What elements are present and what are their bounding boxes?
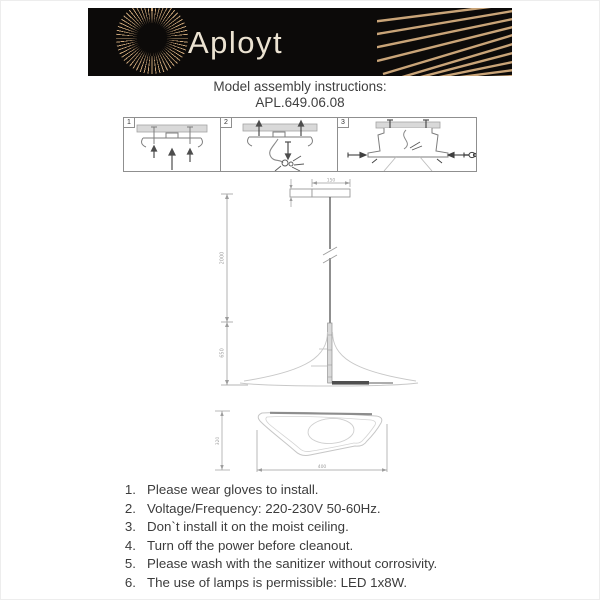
- assembly-step-1: [123, 117, 221, 172]
- lamp-top-view: [258, 412, 382, 455]
- topview-width-label: 400: [317, 465, 327, 470]
- item-number: 5.: [124, 556, 136, 572]
- page-title: Model assembly instructions:: [213, 79, 387, 94]
- step-1-diagram-icon: [124, 118, 220, 171]
- instruction-list: [116, 481, 536, 593]
- item-text: Voltage/Frequency: 220-230V 50-60Hz.: [147, 500, 381, 516]
- led-strip-bar: [270, 413, 372, 414]
- screwdriver-icon: [464, 152, 476, 157]
- decorative-rays-icon: [377, 8, 512, 76]
- lamp-shade-front: [240, 323, 418, 386]
- item-text: Don`t install it on the moist ceiling.: [147, 519, 349, 535]
- sunburst-logo-icon: [116, 8, 188, 74]
- step-1-number: 1: [124, 118, 135, 128]
- item-text: Please wash with the sanitizer without corrosivity.: [147, 556, 438, 572]
- list-item: [116, 574, 536, 593]
- step-3-number: 3: [338, 118, 349, 128]
- canopy-width-label: 150: [326, 178, 336, 184]
- ceiling-canopy: [290, 189, 350, 197]
- list-item: [116, 481, 536, 500]
- lamp-technical-drawing: [210, 172, 420, 478]
- brand-banner: [88, 8, 512, 76]
- topview-depth-label: 320: [216, 436, 221, 446]
- step-2-diagram-icon: [221, 118, 337, 171]
- assembly-steps: [123, 117, 477, 172]
- list-item: [116, 518, 536, 537]
- suspension-height-label: 2000: [219, 251, 226, 265]
- assembly-step-3: [337, 117, 477, 172]
- brand-name: Aployt: [188, 25, 284, 60]
- item-text: The use of lamps is permissible: LED 1x8W.: [147, 574, 408, 590]
- list-item: [116, 537, 536, 556]
- assembly-step-2: [220, 117, 338, 172]
- step-2-number: 2: [221, 118, 232, 128]
- suspension-cable: [323, 197, 337, 324]
- item-number: 3.: [124, 519, 136, 535]
- fixture-height-label: 650: [219, 348, 226, 358]
- diffuser-circle: [307, 417, 355, 445]
- list-item: [116, 500, 536, 519]
- led-module-bar: [332, 381, 369, 385]
- item-number: 4.: [124, 537, 136, 553]
- item-number: 1.: [124, 482, 136, 497]
- item-text: Turn off the power before cleanout.: [147, 537, 354, 553]
- model-number: APL.649.06.08: [255, 95, 345, 110]
- item-text: Please wear gloves to install.: [147, 482, 319, 497]
- step-3-diagram-icon: [338, 118, 476, 171]
- item-number: 6.: [124, 574, 136, 590]
- list-item: [116, 555, 536, 574]
- item-number: 2.: [124, 500, 136, 516]
